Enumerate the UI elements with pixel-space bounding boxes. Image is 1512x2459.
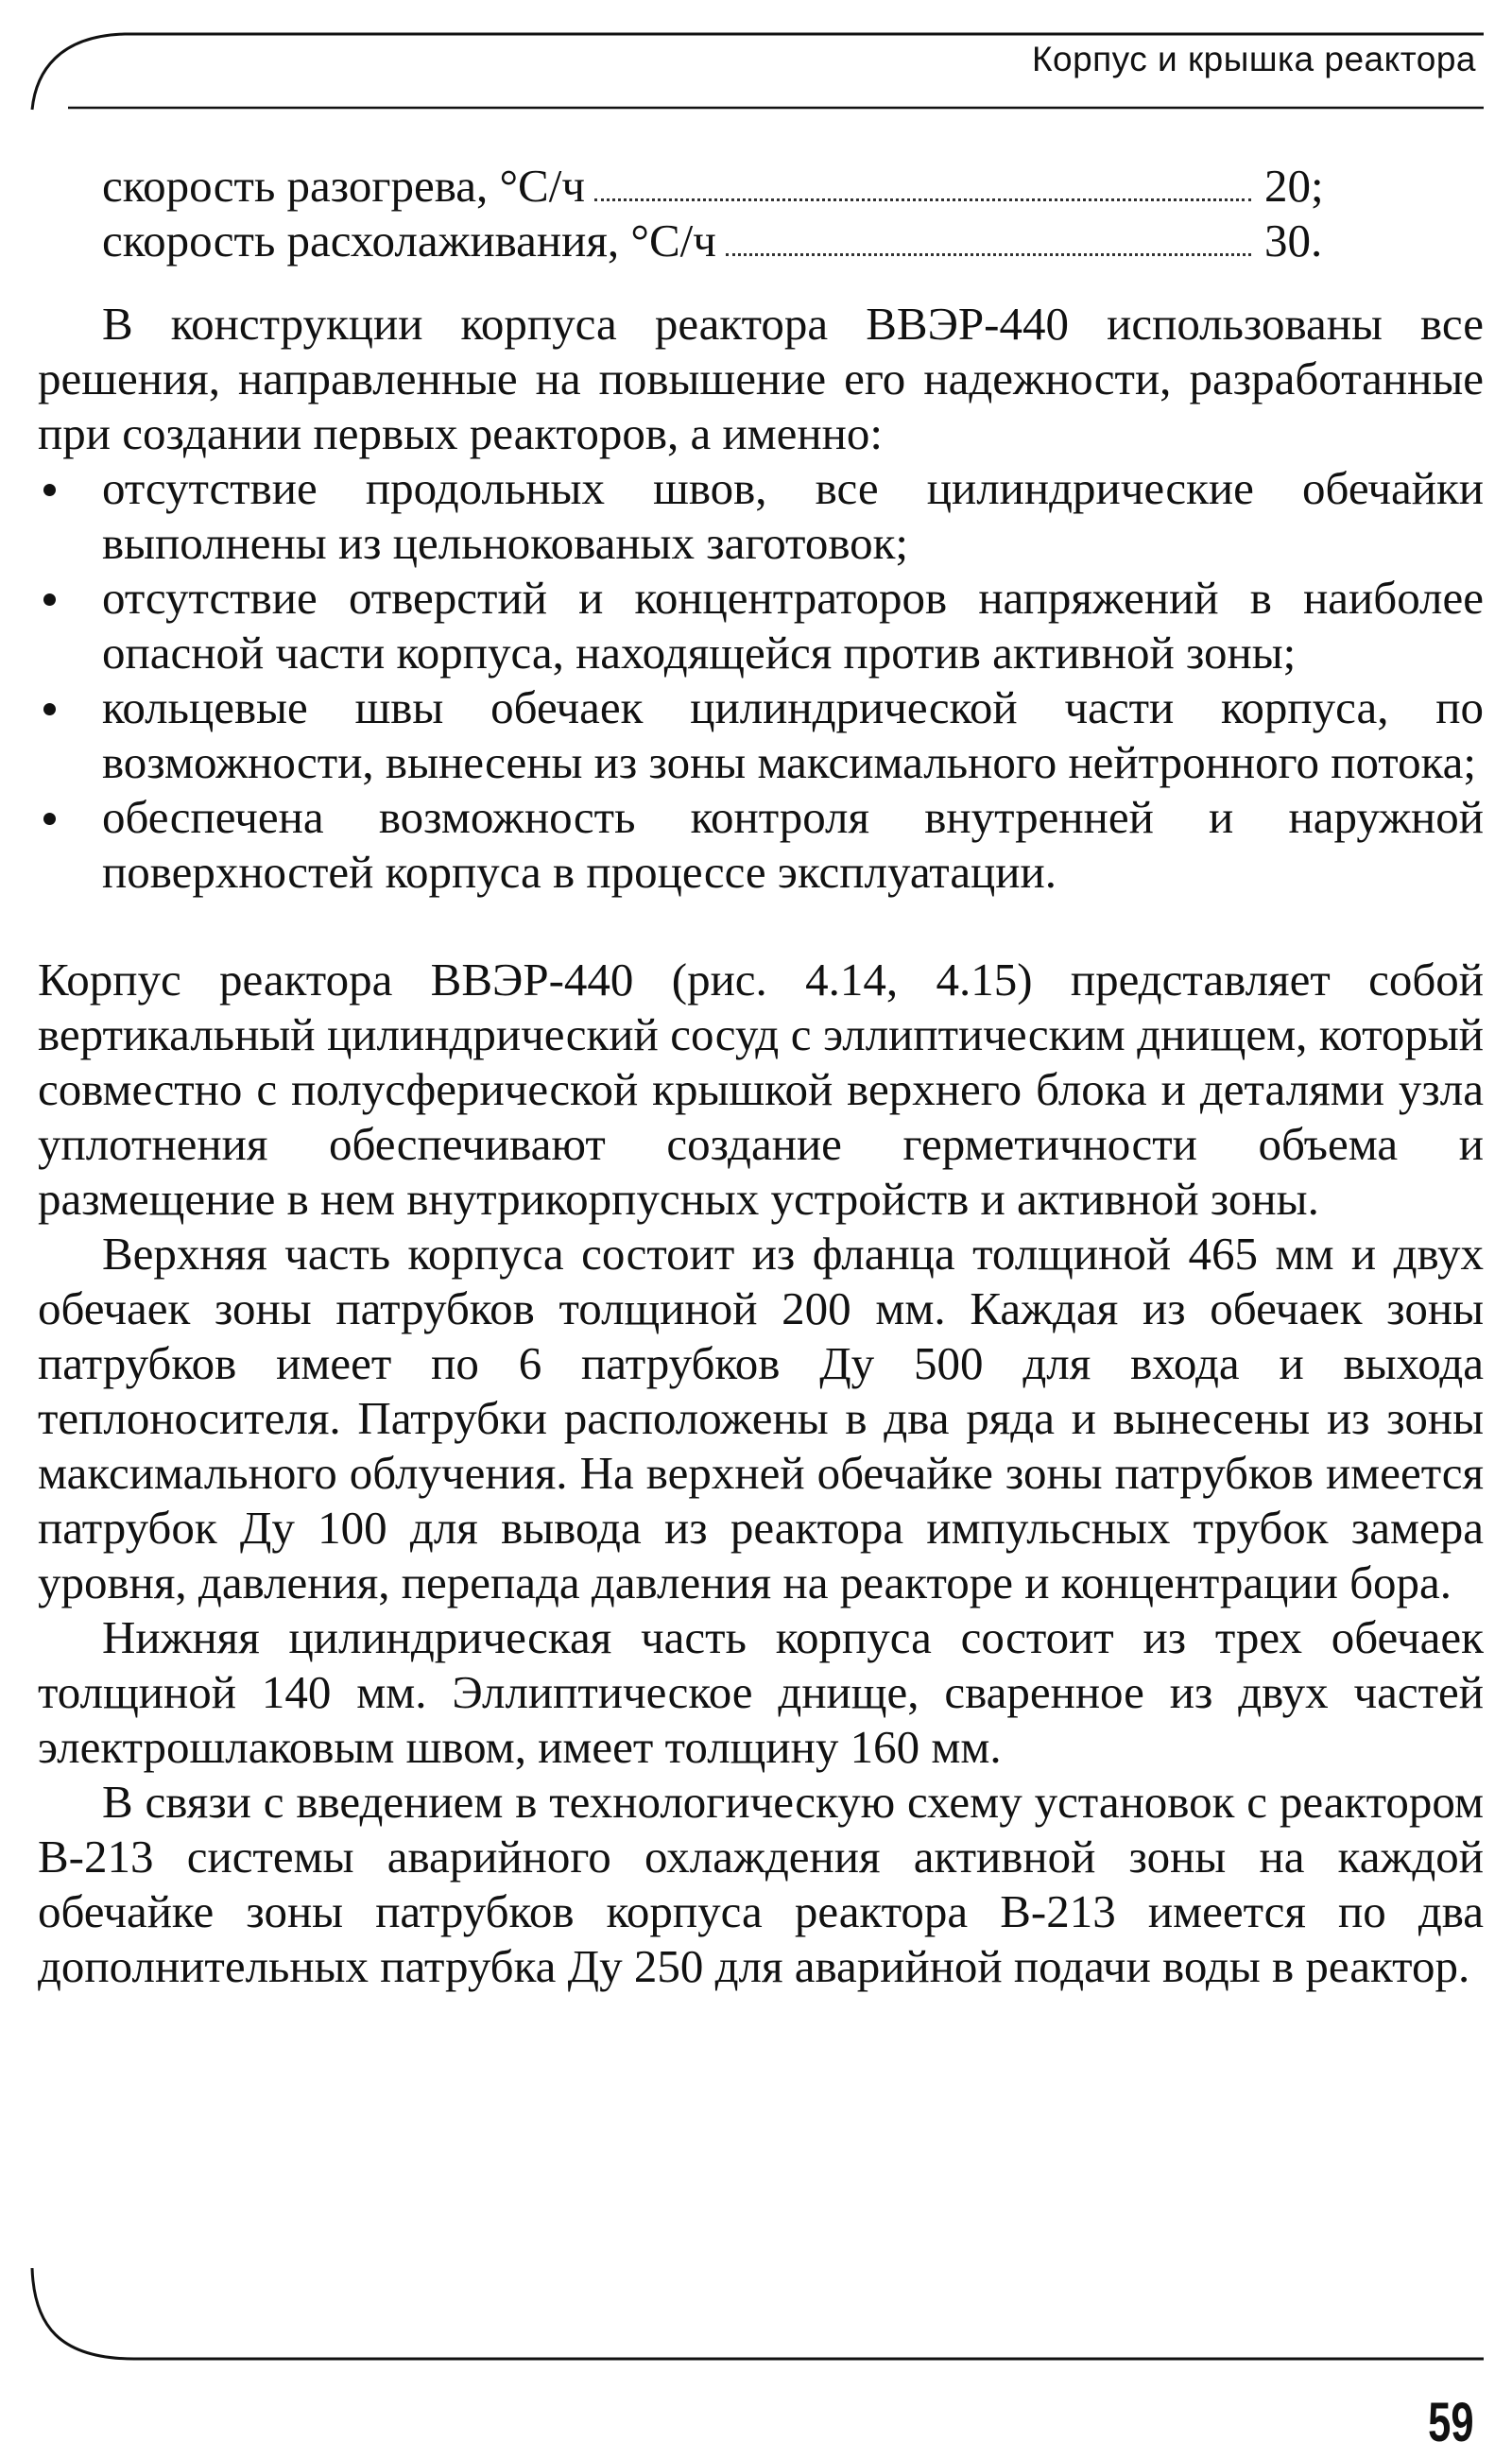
spec-label: скорость расхолаживания, °С/ч bbox=[102, 215, 716, 267]
list-item-text: обеспечена возможность контроля внутренней и наружной поверхностей корпуса в процессе эксплуатации. bbox=[102, 791, 1484, 898]
spec-value: 30. bbox=[1264, 215, 1323, 267]
running-header-title: Корпус и крышка реактора bbox=[1031, 40, 1476, 78]
list-item-text: отсутствие отверстий и концентраторов напряжений в наиболее опасной части корпуса, находящейся против активной зоны; bbox=[102, 572, 1484, 679]
list-item bbox=[38, 571, 1484, 680]
page-number: 59 bbox=[1428, 2392, 1474, 2453]
body-paragraph: Корпус реактора ВВЭР-440 (рис. 4.14, 4.15) представляет собой вертикальный цилиндрический сосуд с эллиптическим днищем, который совместно с полусферической крышкой верхнего блока и деталями узла уплотнения обеспечивают создание герметичности объема и размещение в нем внутрикорпусных устройств и активной зоны. bbox=[38, 954, 1484, 1225]
page-body bbox=[38, 159, 1484, 1994]
bullet-icon bbox=[43, 593, 56, 606]
bullet-icon bbox=[43, 703, 56, 715]
list-item bbox=[38, 680, 1484, 790]
bullet-icon bbox=[43, 484, 56, 496]
body-paragraph: Нижняя цилиндрическая часть корпуса состоит из трех обечаек толщиной 140 мм. Эллиптическое днище, сваренное из двух частей электрошлаковым швом, имеет толщину 160 мм. bbox=[38, 1611, 1484, 1773]
dot-leader bbox=[594, 198, 1251, 201]
footer-frame bbox=[30, 2268, 1486, 2364]
list-item bbox=[38, 790, 1484, 900]
spec-value: 20; bbox=[1264, 160, 1324, 212]
spec-label: скорость разогрева, °С/ч bbox=[102, 160, 585, 212]
body-paragraph: Верхняя часть корпуса состоит из фланца толщиной 465 мм и двух обечаек зоны патрубков толщиной 200 мм. Каждая из обечаек зоны патрубков имеет по 6 патрубков Ду 500 для входа и выхода теплоносителя. Патрубки расположены в два ряда и вынесены из зоны максимального облучения. На верхней обечайке зоны патрубков имеется патрубок Ду 100 для вывода из реактора импульсных трубок замера уровня, давления, перепада давления на реакторе и концентрации бора. bbox=[38, 1228, 1484, 1608]
bullet-icon bbox=[43, 813, 56, 825]
list-item bbox=[38, 461, 1484, 571]
list-item-text: отсутствие продольных швов, все цилиндрические обечайки выполнены из цельнокованых заготовок; bbox=[102, 462, 1484, 569]
body-paragraph: В связи с введением в технологическую схему установок с реактором В-213 системы аварийного охлаждения активной зоны на каждой обечайке зоны патрубков корпуса реактора В-213 имеется по два дополнительных патрубка Ду 250 для аварийной подачи воды в реактор. bbox=[38, 1776, 1484, 1992]
list-item-text: кольцевые швы обечаек цилиндрической части корпуса, по возможности, вынесены из зоны максимального нейтронного потока; bbox=[102, 681, 1484, 788]
bullet-list bbox=[38, 461, 1484, 900]
spec-row-heating bbox=[102, 159, 1349, 214]
intro-paragraph: В конструкции корпуса реактора ВВЭР-440 использованы все решения, направленные на повышение его надежности, разработанные при создании первых реакторов, а именно: bbox=[38, 298, 1484, 459]
dot-leader bbox=[726, 252, 1251, 256]
spec-row-cooldown bbox=[102, 214, 1349, 268]
